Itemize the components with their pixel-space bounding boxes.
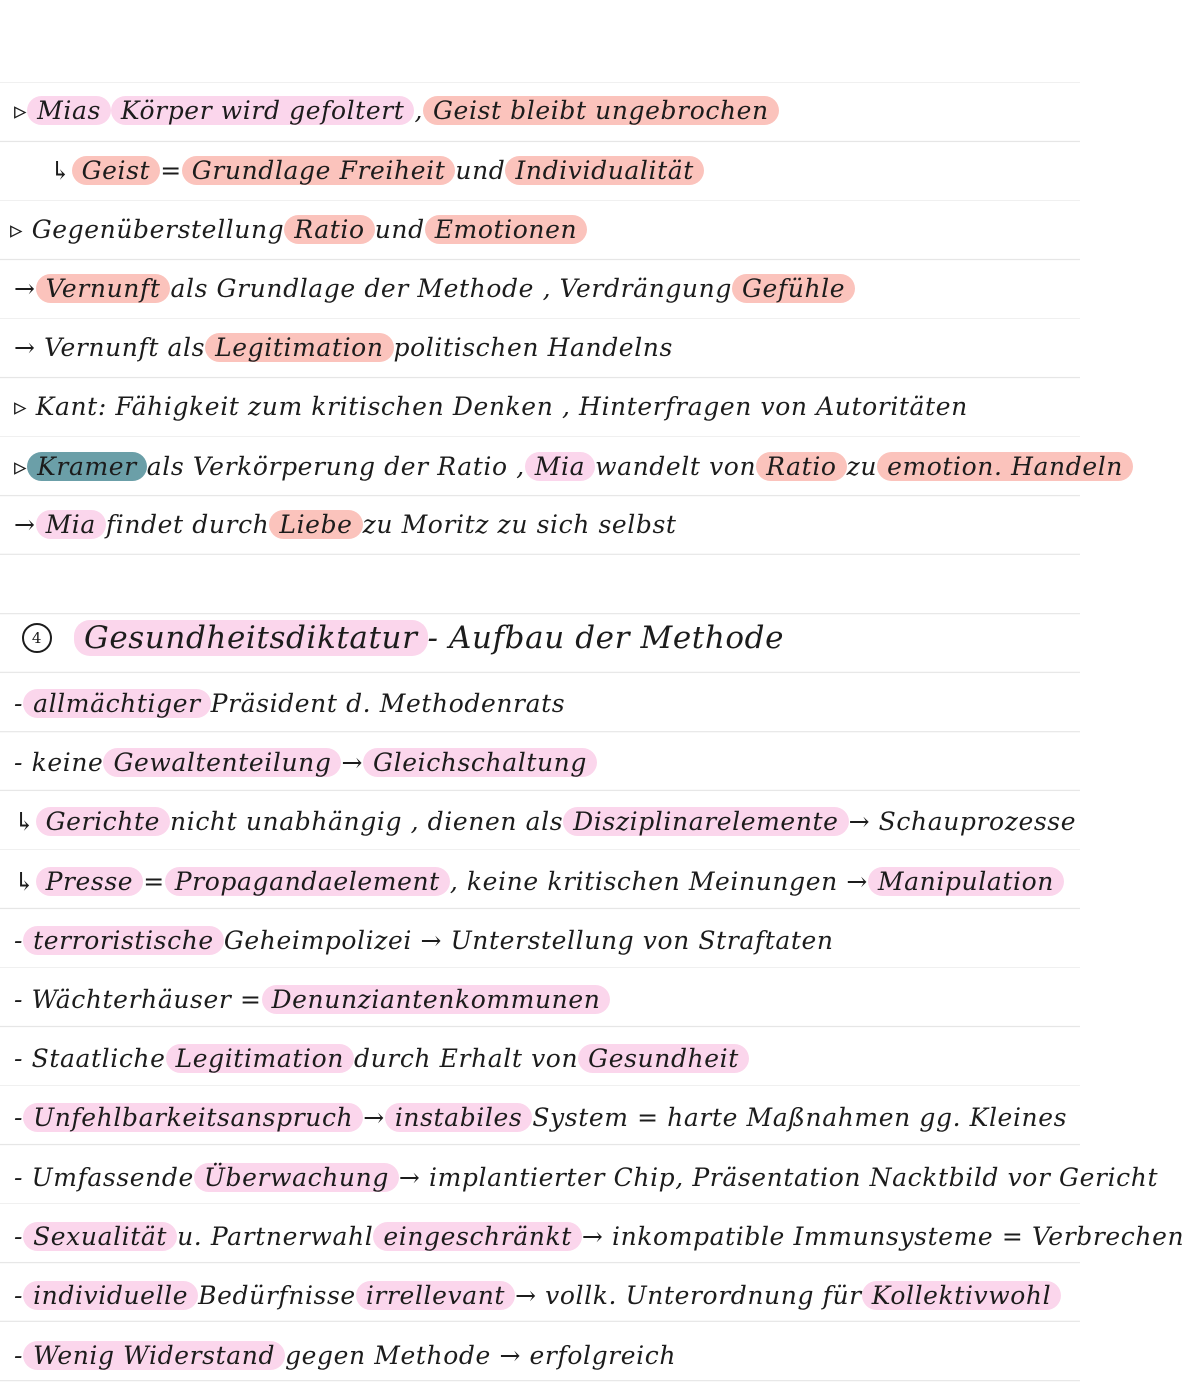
highlight: Kramer — [27, 452, 147, 481]
section4-line-2: - keine Gewaltenteilung → Gleichschaltung — [14, 742, 1080, 782]
section4-line-6: - Wächterhäuser = Denunziantenkommunen — [14, 979, 1080, 1019]
section4-line-11: - individuelle Bedürfnisse irrellevant → vollk. Unterordnung für Kollektivwohl — [14, 1275, 1080, 1315]
highlight: Manipulation — [868, 867, 1064, 896]
note-line-2: ↳ Geist = Grundlage Freiheit und Individualität — [50, 150, 1080, 190]
highlight: Überwachung — [194, 1163, 399, 1192]
highlight: Unfehlbarkeitsanspruch — [23, 1103, 363, 1132]
section-number: 4 — [22, 623, 52, 653]
section4-line-4: ↳ Presse = Propagandaelement , keine kritischen Meinungen → Manipulation — [14, 861, 1080, 901]
highlight: Emotionen — [425, 215, 588, 244]
highlight: Geist — [72, 156, 161, 185]
highlight: Disziplinarelemente — [563, 807, 848, 836]
note-line-5: → Vernunft als Legitimation politischen Handelns — [14, 332, 673, 362]
highlight: Propagandaelement — [165, 867, 450, 896]
highlight: Grundlage Freiheit — [182, 156, 456, 185]
highlight: Denunziantenkommunen — [262, 985, 611, 1014]
note-line-1: ▹ Mias Körper wird gefoltert , Geist bleibt ungebrochen — [14, 90, 1080, 130]
highlight: Gefühle — [732, 274, 855, 303]
section4-line-12: - Wenig Widerstand gegen Methode → erfolgreich — [14, 1340, 677, 1370]
highlight: Wenig Widerstand — [23, 1341, 285, 1370]
highlight: Presse — [36, 867, 144, 896]
highlight: Sexualität — [23, 1222, 177, 1251]
section4-line-5: - terroristische Geheimpolizei → Unterstellung von Straftaten — [14, 925, 834, 955]
note-line-8: → Mia findet durch Liebe zu Moritz zu sich selbst — [14, 509, 677, 539]
highlight: Individualität — [505, 156, 704, 185]
highlight: Kollektivwohl — [862, 1281, 1062, 1310]
highlight: Legitimation — [166, 1044, 354, 1073]
section4-line-3: ↳ Gerichte nicht unabhängig , dienen als Disziplinarelemente → Schauprozesse — [14, 806, 1077, 836]
highlight: eingeschränkt — [373, 1222, 582, 1251]
highlight: Ratio — [284, 215, 374, 244]
highlight: Liebe — [269, 510, 362, 539]
section4-line-1: - allmächtiger Präsident d. Methodenrats — [14, 688, 566, 718]
highlight: Gleichschaltung — [363, 748, 597, 777]
highlight: Geist bleibt ungebrochen — [423, 96, 779, 125]
highlight: Gerichte — [36, 807, 170, 836]
highlight: individuelle — [23, 1281, 198, 1310]
bullet-arrow: ▹ — [14, 95, 28, 125]
highlight: irrellevant — [356, 1281, 515, 1310]
highlight: allmächtiger — [23, 689, 211, 718]
section-title: - Aufbau der Methode — [427, 620, 785, 656]
highlight: Körper wird gefoltert — [111, 96, 415, 125]
highlight: Mias — [27, 96, 111, 125]
highlight: Vernunft — [36, 274, 171, 303]
highlight: emotion. Handeln — [877, 452, 1133, 481]
note-line-3: ▹ Gegenüberstellung Ratio und Emotionen — [10, 209, 1080, 249]
highlight: Gesundheit — [578, 1044, 749, 1073]
section4-line-10: - Sexualität u. Partnerwahl eingeschränkt → inkompatible Immunsysteme = Verbrechen — [14, 1221, 1184, 1251]
section-heading — [22, 618, 1080, 658]
highlight: Mia — [36, 510, 106, 539]
section4-line-9: - Umfassende Überwachung → implantierter Chip, Präsentation Nacktbild vor Gericht — [14, 1162, 1159, 1192]
note-line-7: ▹ Kramer als Verkörperung der Ratio , Mia wandelt von Ratio zu emotion. Handeln — [14, 446, 1080, 486]
highlight: Legitimation — [205, 333, 393, 362]
highlight: Ratio — [756, 452, 846, 481]
highlight: Gewaltenteilung — [103, 748, 341, 777]
highlight: instabiles — [385, 1103, 533, 1132]
section-title-highlight: Gesundheitsdiktatur — [74, 620, 428, 656]
section4-line-8: - Unfehlbarkeitsanspruch → instabiles System = harte Maßnahmen gg. Kleines — [14, 1102, 1068, 1132]
section4-line-7: - Staatliche Legitimation durch Erhalt von Gesundheit — [14, 1038, 1080, 1078]
note-line-6: ▹ Kant: Fähigkeit zum kritischen Denken , Hinterfragen von Autoritäten — [14, 391, 968, 421]
highlight: terroristische — [23, 926, 224, 955]
note-line-4: → Vernunft als Grundlage der Methode , Verdrängung Gefühle — [14, 268, 1080, 308]
highlight: Mia — [525, 452, 595, 481]
